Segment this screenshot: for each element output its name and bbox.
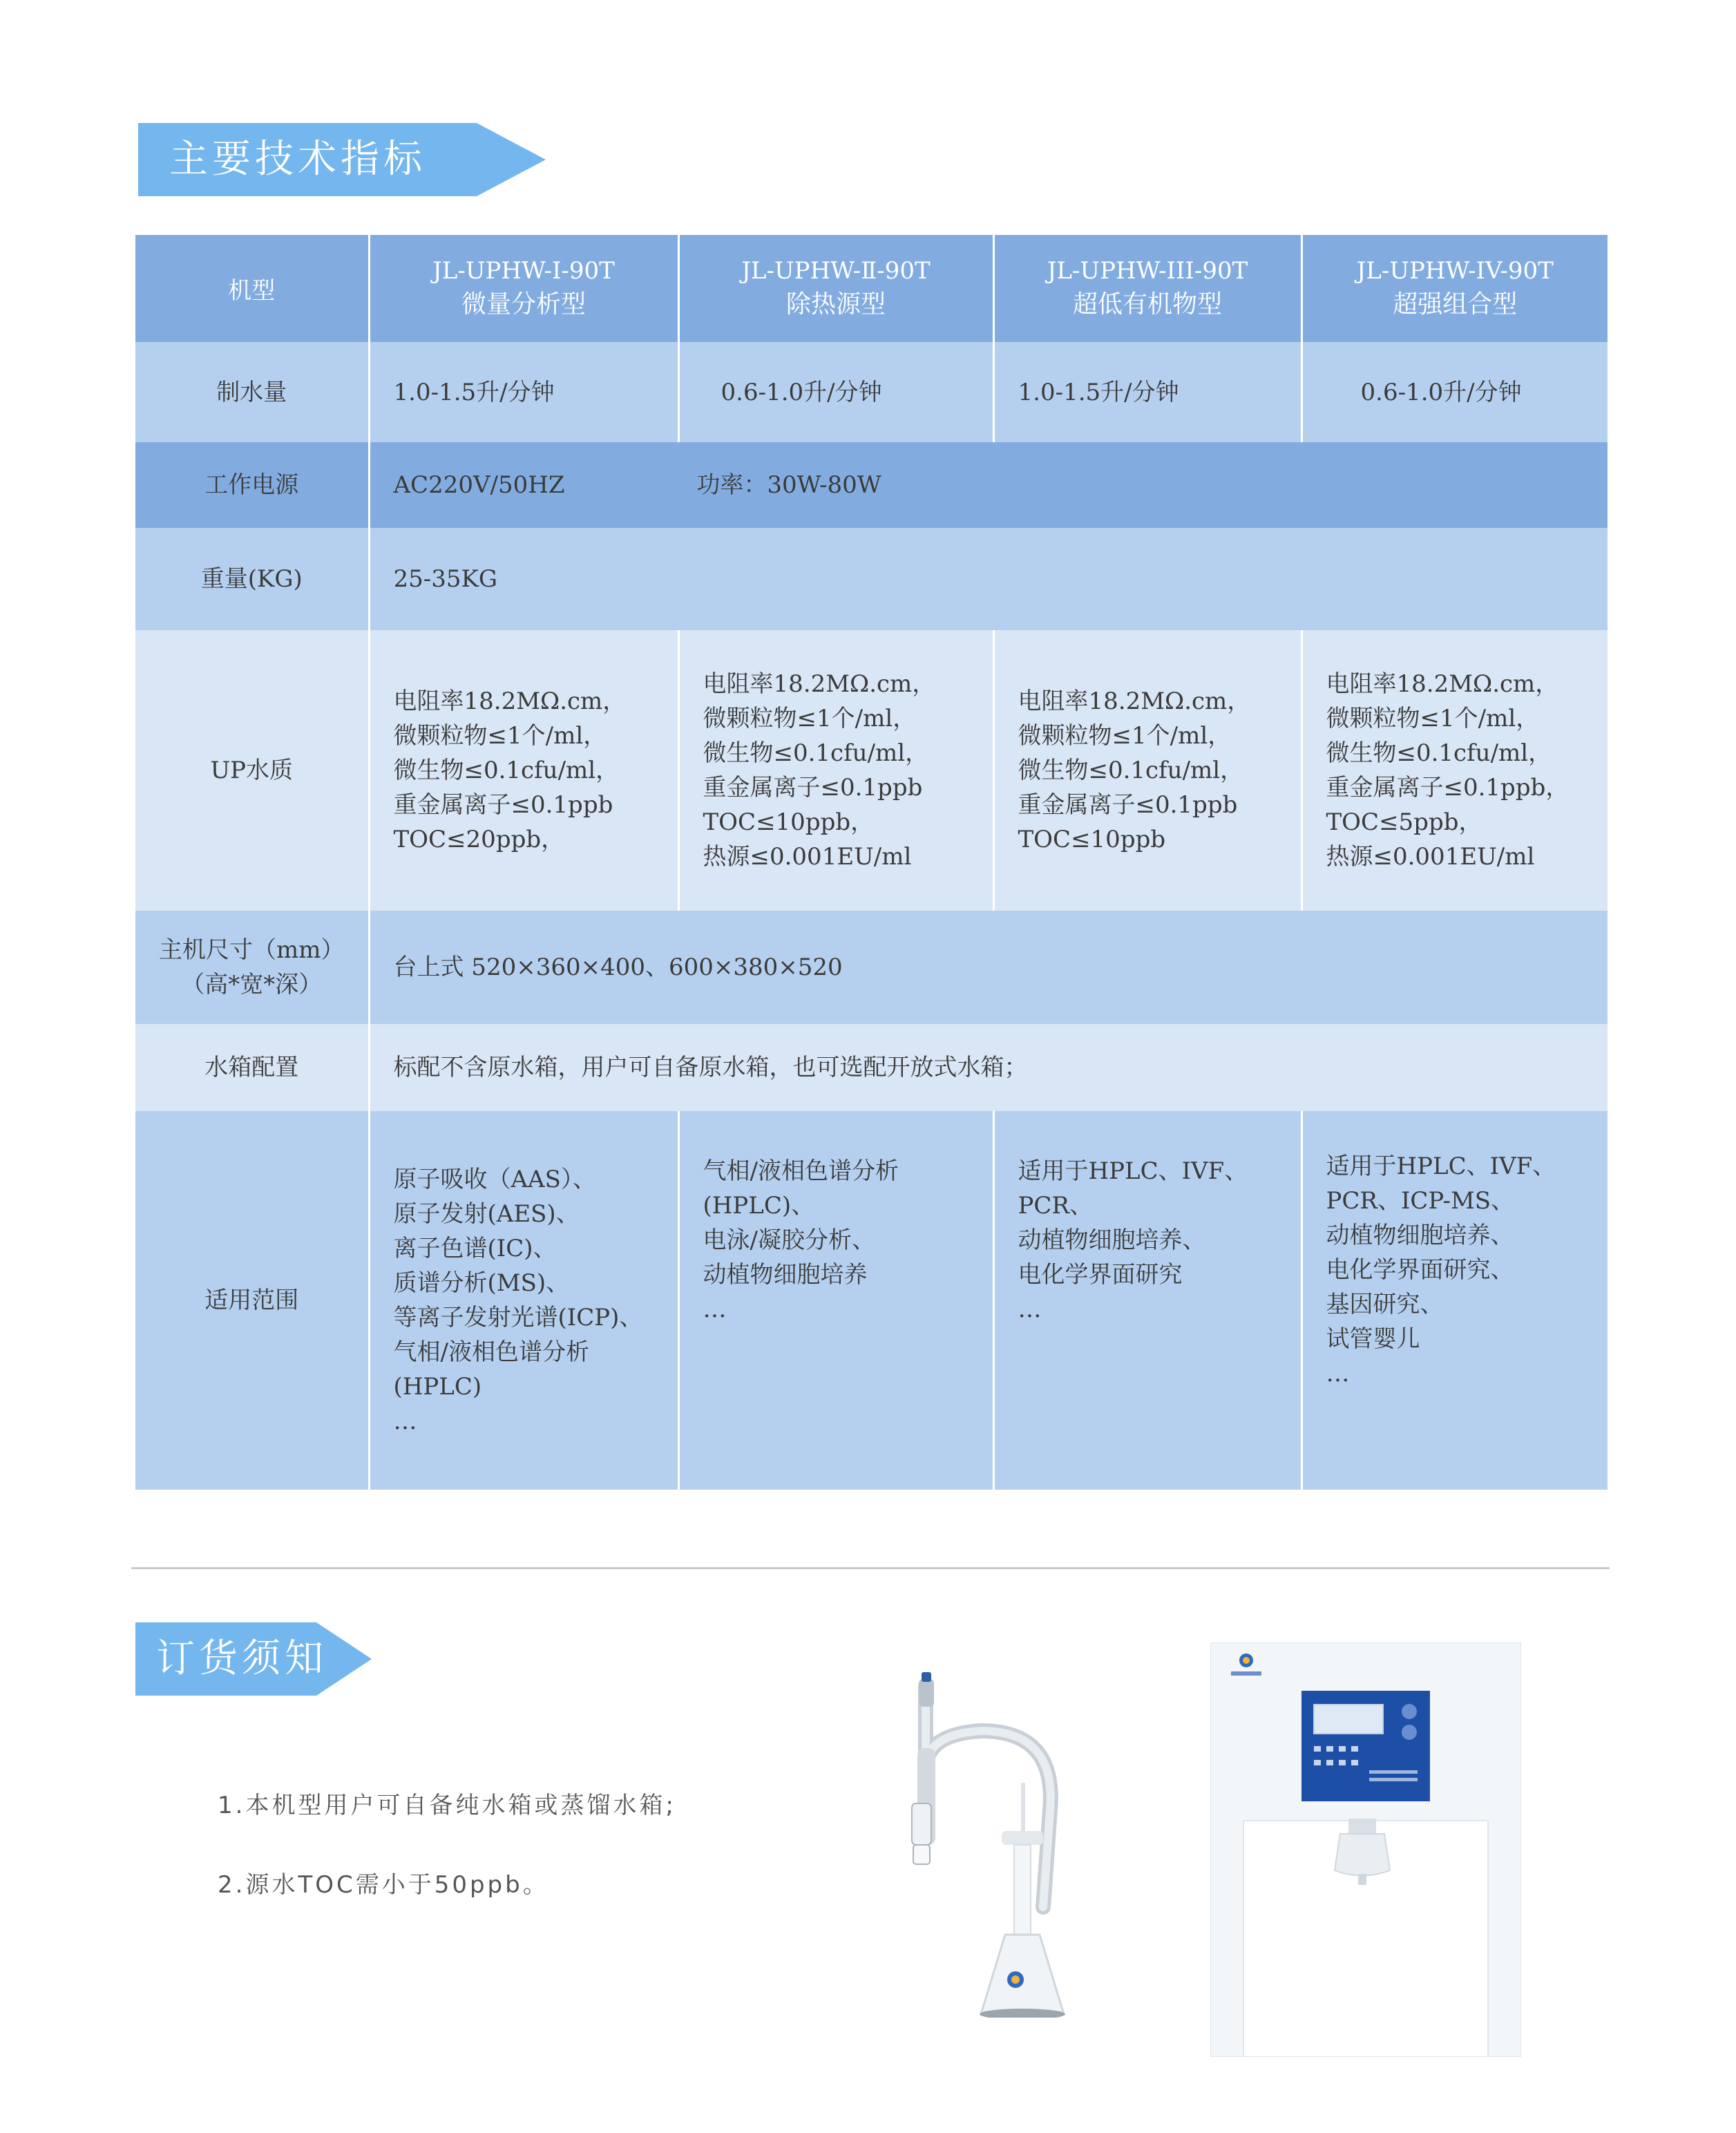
model-name: 超低有机物型: [1072, 290, 1222, 319]
flow-value: 0.6-1.0升/分钟: [678, 342, 993, 442]
section-banner-specs: [138, 123, 546, 196]
table-row-quality: [135, 630, 1608, 911]
section-divider: [131, 1567, 1610, 1569]
table-row-model: [135, 235, 1608, 342]
quality-value: 电阻率18.2MΩ.cm， 微颗粒物≤1个/ml， 微生物≤0.1cfu/ml， 重金属离子≤0.1ppb TOC≤10ppb: [993, 630, 1301, 911]
table-row-scope: [135, 1111, 1608, 1490]
model-header-4: [1301, 235, 1608, 342]
main-unit-image: [1210, 1642, 1521, 2057]
model-code: JL-UPHW-Ⅰ-90T: [432, 257, 615, 285]
power-value: [369, 442, 1608, 528]
quality-value: 电阻率18.2MΩ.cm， 微颗粒物≤1个/ml， 微生物≤0.1cfu/ml， 重金属离子≤0.1ppb， TOC≤5ppb， 热源≤0.001EU/ml: [1301, 630, 1608, 911]
quality-value: 电阻率18.2MΩ.cm， 微颗粒物≤1个/ml， 微生物≤0.1cfu/ml， 重金属离子≤0.1ppb TOC≤20ppb，: [369, 630, 678, 911]
table-row-power: [135, 442, 1608, 528]
dispenser-image: [898, 1672, 1078, 2018]
scope-value: 适用于HPLC、IVF、PCR、 动植物细胞培养、 电化学界面研究 …: [993, 1111, 1301, 1490]
model-name: 超强组合型: [1393, 290, 1518, 319]
row-label-model: 机型: [135, 235, 369, 342]
dispenser-illustration: [898, 1672, 1078, 2018]
model-code: JL-UPHW-Ⅱ-90T: [741, 257, 931, 285]
spec-table: [135, 235, 1608, 1490]
main-unit-illustration: [1210, 1642, 1521, 2057]
table-row-weight: [135, 528, 1608, 630]
section-banner-order: [135, 1622, 372, 1696]
row-label-quality: UP水质: [135, 630, 369, 911]
flow-value: 0.6-1.0升/分钟: [1301, 342, 1608, 442]
model-header-2: [678, 235, 993, 342]
order-note-2: 2.源水TOC需小于50ppb。: [218, 1871, 549, 1899]
row-label-weight: 重量(KG): [135, 528, 369, 630]
section-title-specs: 主要技术指标: [169, 137, 426, 182]
model-code: JL-UPHW-IV-90T: [1356, 257, 1554, 285]
row-label-flow: 制水量: [135, 342, 369, 442]
model-code: JL-UPHW-III-90T: [1047, 257, 1248, 285]
row-label-power: 工作电源: [135, 442, 369, 528]
table-row-flow: [135, 342, 1608, 442]
power-voltage: AC220V/50HZ: [393, 471, 565, 499]
model-name: 微量分析型: [461, 290, 586, 319]
table-row-size: [135, 911, 1608, 1024]
flow-value: 1.0-1.5升/分钟: [369, 342, 678, 442]
order-note-1: 1.本机型用户可自备纯水箱或蒸馏水箱;: [218, 1792, 676, 1819]
weight-value: 25-35KG: [369, 528, 1608, 630]
size-value: 台上式 520×360×400、600×380×520: [369, 911, 1608, 1024]
model-header-3: [993, 235, 1301, 342]
tank-value: 标配不含原水箱，用户可自备原水箱，也可选配开放式水箱；: [369, 1024, 1608, 1111]
table-row-tank: [135, 1024, 1608, 1111]
quality-value: 电阻率18.2MΩ.cm， 微颗粒物≤1个/ml， 微生物≤0.1cfu/ml， 重金属离子≤0.1ppb TOC≤10ppb， 热源≤0.001EU/ml: [678, 630, 993, 911]
scope-value: 气相/液相色谱分析 (HPLC)、 电泳/凝胶分析、 动植物细胞培养 …: [678, 1111, 993, 1490]
row-label-tank: 水箱配置: [135, 1024, 369, 1111]
scope-value: 适用于HPLC、IVF、 PCR、ICP-MS、 动植物细胞培养、 电化学界面研究、 基因研究、 试管婴儿 …: [1301, 1111, 1608, 1490]
row-label-scope: 适用范围: [135, 1111, 369, 1490]
section-title-order: 订货须知: [156, 1636, 327, 1681]
model-name: 除热源型: [785, 290, 886, 319]
model-header-1: [369, 235, 678, 342]
scope-value: 原子吸收（AAS）、 原子发射(AES)、 离子色谱(IC)、 质谱分析(MS)、 等离子发射光谱(ICP)、 气相/液相色谱分析 (HPLC) …: [369, 1111, 678, 1490]
flow-value: 1.0-1.5升/分钟: [993, 342, 1301, 442]
power-wattage: 功率：30W-80W: [696, 471, 881, 499]
row-label-size: 主机尺寸（mm） （高*宽*深）: [135, 911, 369, 1024]
